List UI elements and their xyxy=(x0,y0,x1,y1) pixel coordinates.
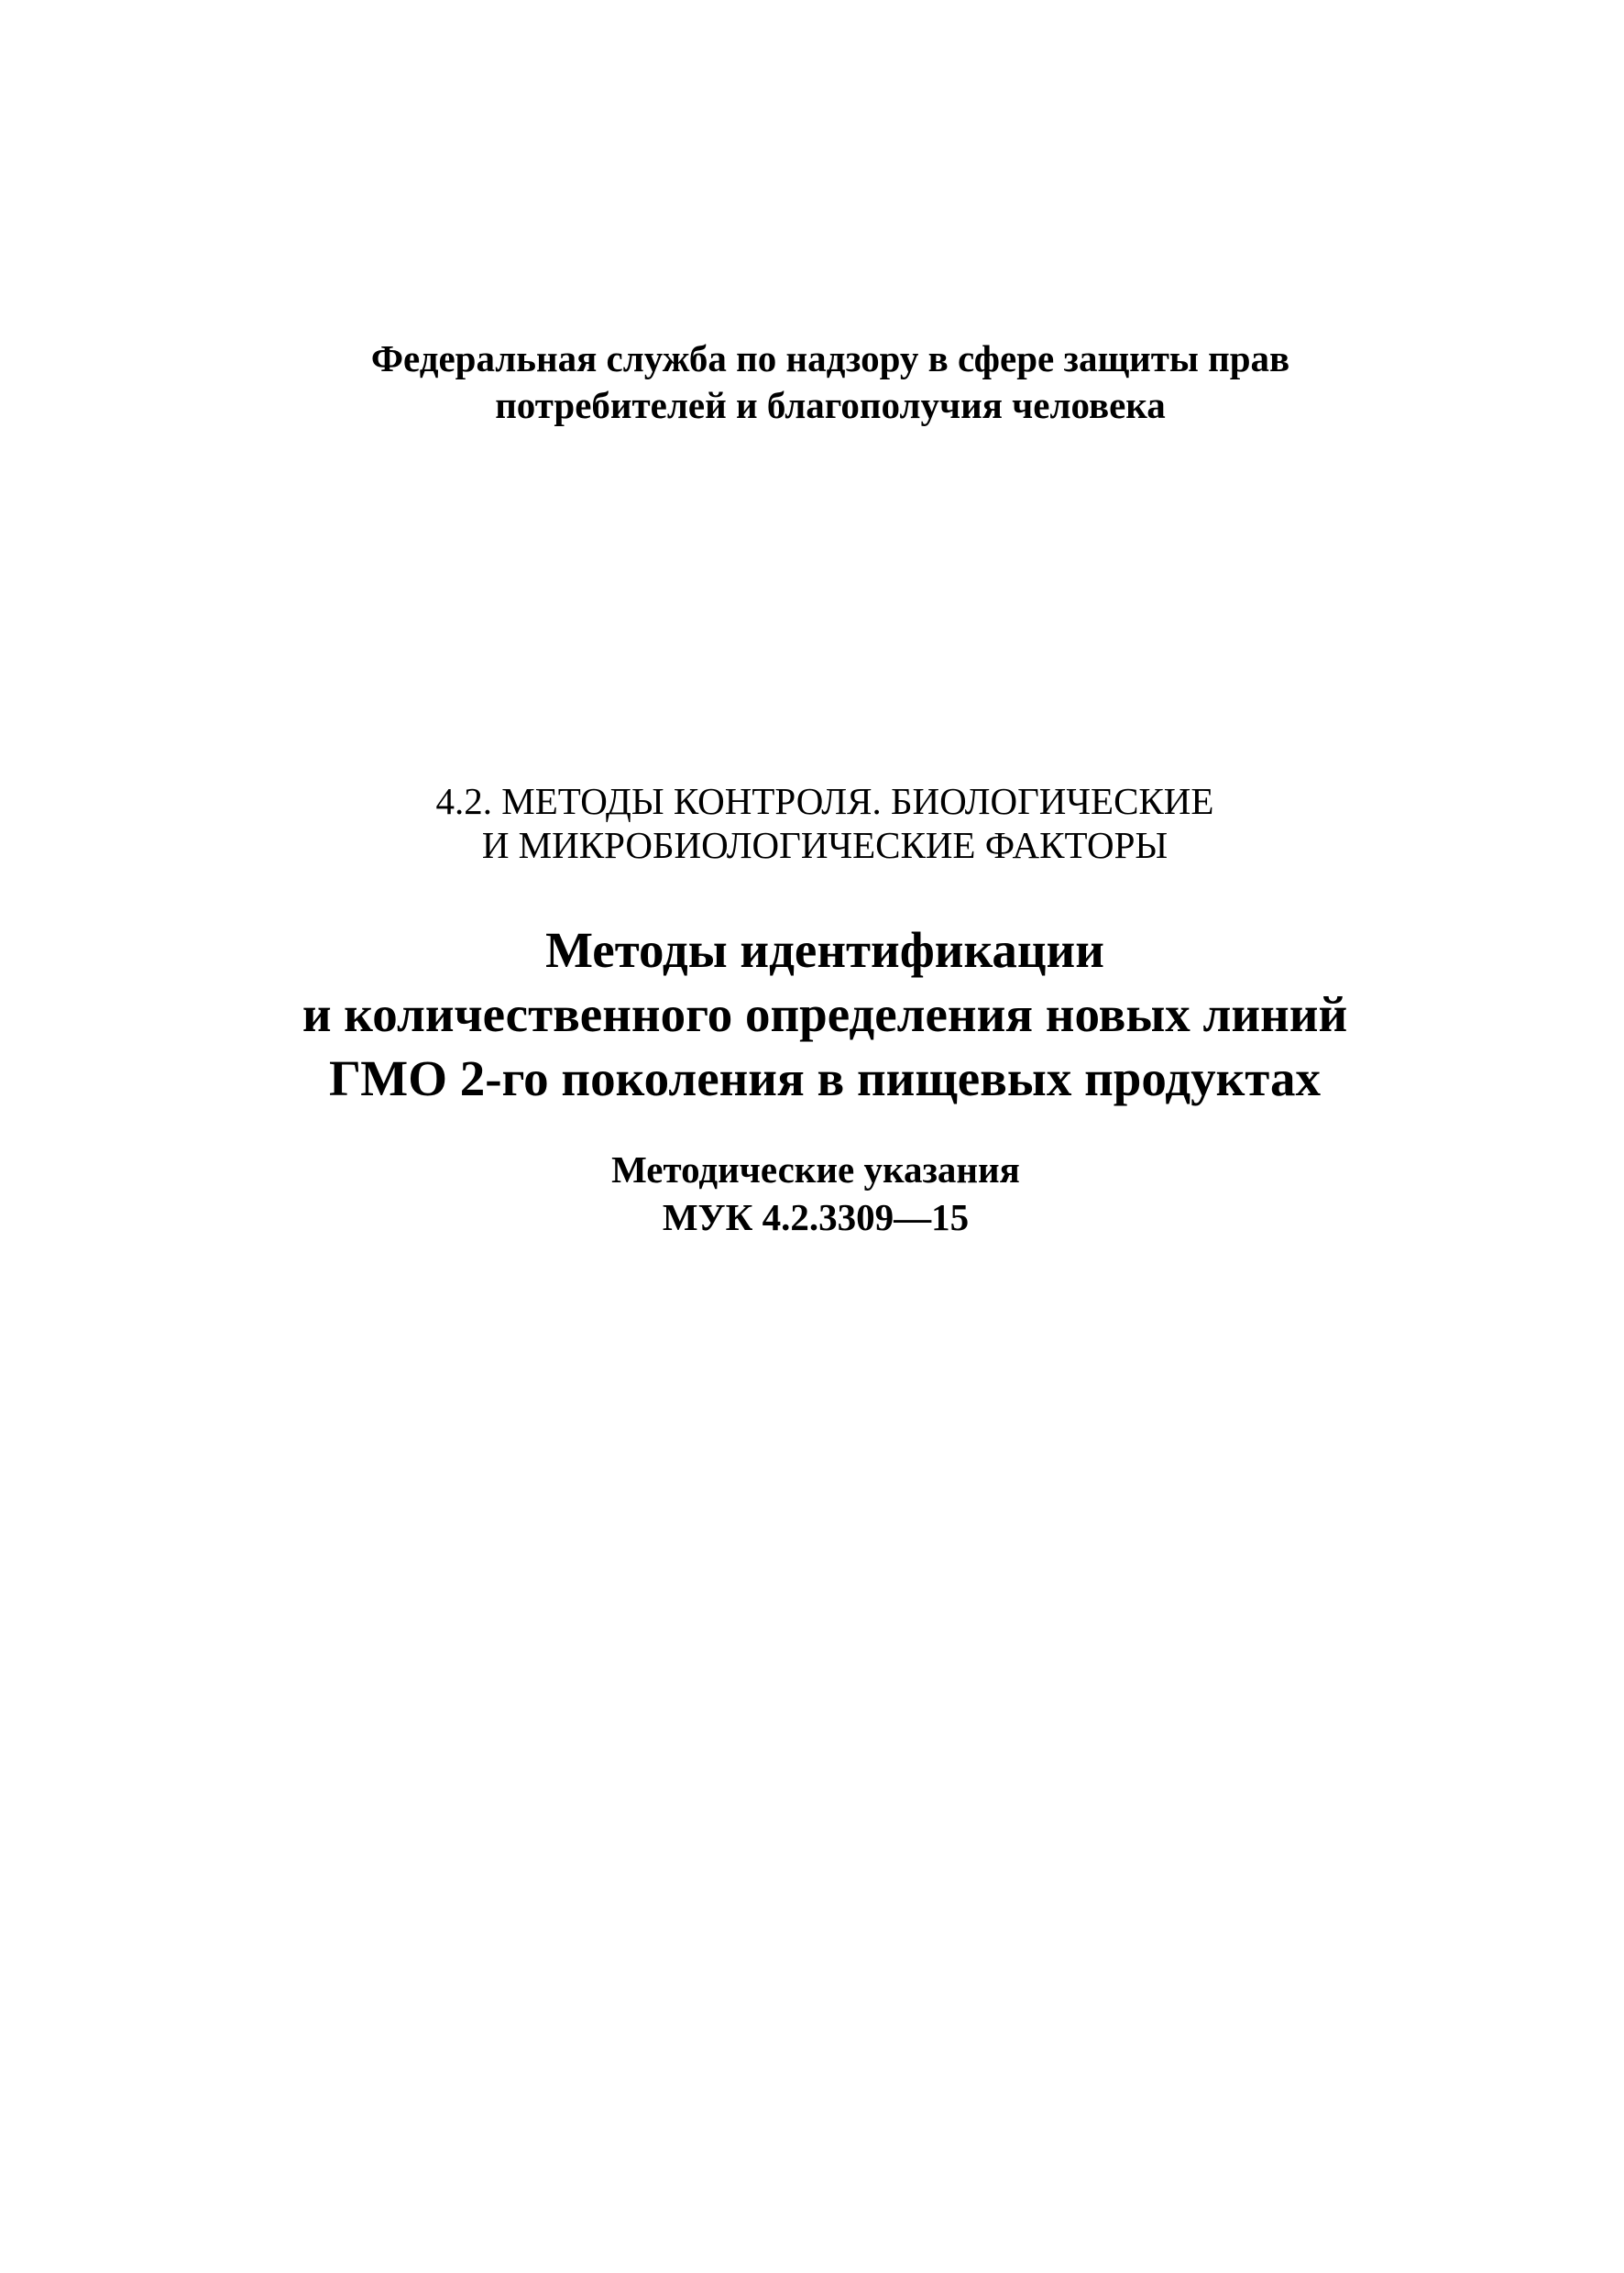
document-code: МУК 4.2.3309—15 xyxy=(662,1196,970,1238)
document-title-line-1: Методы идентификации xyxy=(545,922,1104,978)
document-type-label: Методические указания xyxy=(611,1148,1020,1191)
agency-name-line-1: Федеральная служба по надзору в сфере защиты прав xyxy=(370,337,1290,379)
agency-name-line-2: потребителей и благополучия человека xyxy=(495,384,1166,426)
section-heading-line-1: 4.2. МЕТОДЫ КОНТРОЛЯ. БИОЛОГИЧЕСКИЕ xyxy=(435,780,1214,822)
section-heading xyxy=(13,779,1624,867)
document-title-line-2: и количественного определения новых линий xyxy=(302,986,1348,1042)
document-title xyxy=(13,918,1624,1111)
document-title-line-3: ГМО 2-го поколения в пищевых продуктах xyxy=(329,1050,1321,1106)
document-type xyxy=(4,1146,1624,1241)
section-heading-line-2: И МИКРОБИОЛОГИЧЕСКИЕ ФАКТОРЫ xyxy=(481,824,1169,866)
agency-name xyxy=(18,335,1624,429)
